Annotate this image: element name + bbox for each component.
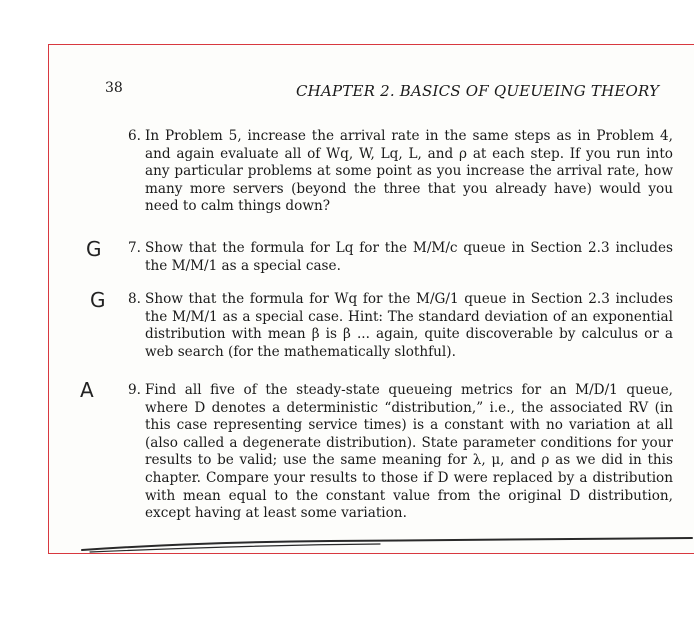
handwritten-mark-g: G: [86, 237, 102, 261]
problem-number: 8.: [128, 291, 141, 307]
problem-9: [113, 382, 673, 523]
problem-number: 7.: [128, 240, 141, 256]
problem-number: 6.: [128, 128, 141, 144]
problem-text: Show that the formula for Lq for the M/M/c queue in Section 2.3 includes the M/M/1 as a special case.: [145, 240, 673, 274]
chapter-title: CHAPTER 2. BASICS OF QUEUEING THEORY: [296, 82, 660, 100]
problem-7: [113, 240, 673, 275]
problem-6: [113, 128, 673, 216]
page-number: 38: [105, 80, 123, 96]
problem-text: Find all five of the steady-state queueing metrics for an M/D/1 queue, where D denotes a deterministic “distribution,” i.e., the associated RV (in this case representing service times) is a constant with no variation at all (also called a degenerate distribution). State parameter conditions for your results to be valid; use the same meaning for λ, μ, and ρ as we did in this chapter. Compare your results to those if D were replaced by a distribution with mean equal to the constant value from the original D distribution, except having at least some variation.: [145, 382, 673, 522]
problem-text: In Problem 5, increase the arrival rate in the same steps as in Problem 4, and again evaluate all of Wq, W, Lq, L, and ρ at each step. If you run into any particular problems at some point as you increase the arrival rate, how many more servers (beyond the three that you already have) would you need to calm things down?: [145, 128, 673, 215]
handwritten-mark-a: A: [80, 378, 94, 402]
handwritten-underline: [80, 532, 695, 556]
problem-number: 9.: [128, 382, 141, 398]
problem-text: Show that the formula for Wq for the M/G/1 queue in Section 2.3 includes the M/M/1 as a special case. Hint: The standard deviation of an exponential distribution with mean β is β ... again, quite discoverable by calculus or a web search (for the mathematically slothful).: [145, 291, 673, 360]
problem-8: [113, 291, 673, 361]
handwritten-mark-g: G: [90, 288, 106, 312]
